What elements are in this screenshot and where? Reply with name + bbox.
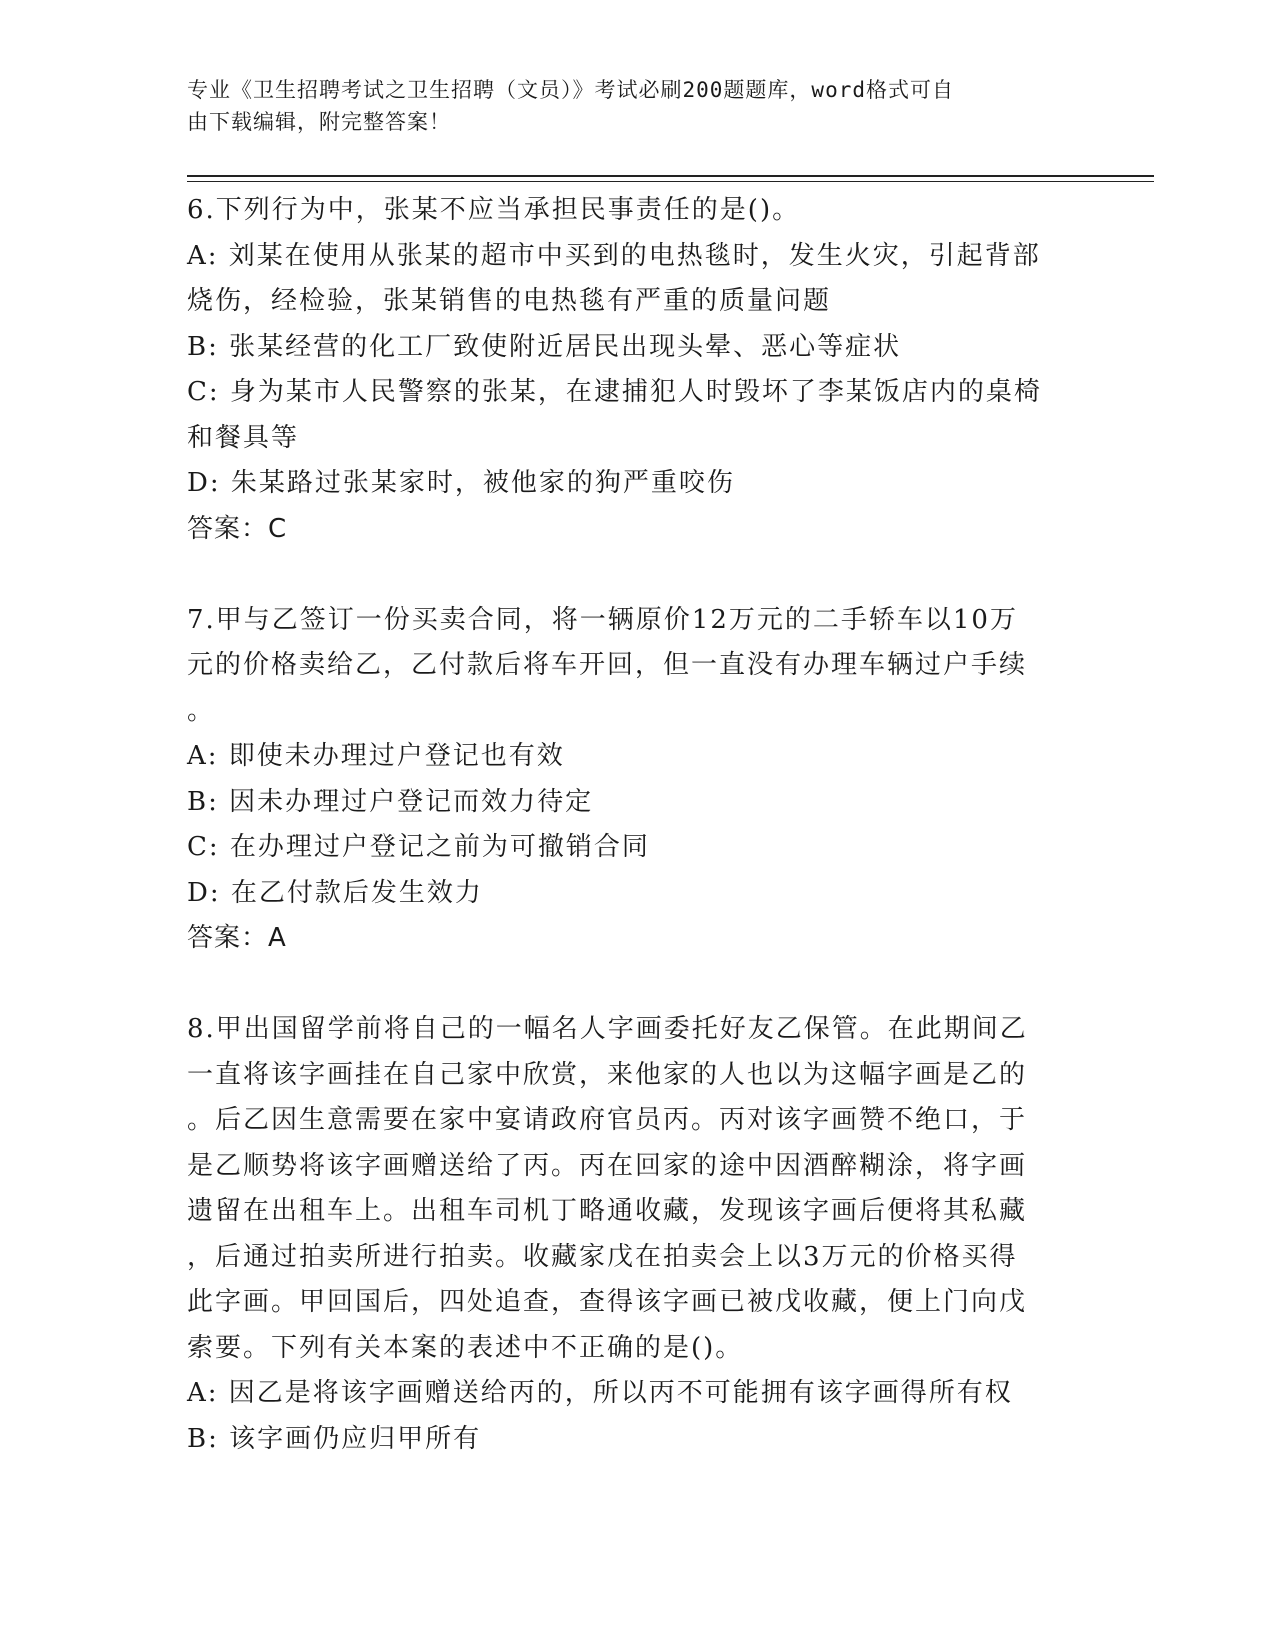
header-divider-thin [187, 181, 1154, 182]
option-d: D: 在乙付款后发生效力 [187, 877, 483, 908]
option-b: B: 张某经营的化工厂致使附近居民出现头晕、恶心等症状 [187, 331, 902, 362]
question-block-7 [187, 598, 1087, 1008]
option-a-line-2: 烧伤，经检验，张某销售的电热毯有严重的质量问题 [187, 286, 832, 316]
question-stem-line-3: 。后乙因生意需要在家中宴请政府官员丙。丙对该字画赞不绝口，于 [187, 1105, 1028, 1135]
question-spacer [187, 552, 1087, 598]
header-line-1: 专业《卫生招聘考试之卫生招聘（文员）》考试必刷200题题库，word格式可自 [187, 78, 954, 102]
question-stem-line-4: 是乙顺势将该字画赠送给了丙。丙在回家的途中因酒醉糊涂，将字画 [187, 1150, 1028, 1181]
question-stem-line-8: 索要。下列有关本案的表述中不正确的是()。 [187, 1332, 744, 1363]
option-d: D: 朱某路过张某家时，被他家的狗严重咬伤 [187, 468, 735, 498]
question-stem-line-5: 遗留在出租车上。出租车司机丁略通收藏，发现该字画后便将其私藏 [187, 1196, 1028, 1226]
question-stem-line-1: 8.甲出国留学前将自己的一幅名人字画委托好友乙保管。在此期间乙 [187, 1014, 1028, 1044]
question-stem-line-2: 一直将该字画挂在自己家中欣赏，来他家的人也以为这幅字画是乙的 [187, 1059, 1028, 1090]
question-stem-line-7: 此字画。甲回国后，四处追查，查得该字画已被戊收藏，便上门向戊 [187, 1287, 1028, 1317]
option-c: C: 在办理过户登记之前为可撤销合同 [187, 832, 650, 862]
option-a: A: 因乙是将该字画赠送给丙的，所以丙不可能拥有该字画得所有权 [187, 1378, 1013, 1408]
question-list [187, 188, 1087, 1462]
option-a: A: 即使未办理过户登记也有效 [187, 741, 565, 771]
question-block-8 [187, 1007, 1087, 1462]
question-stem-line-6: ，后通过拍卖所进行拍卖。收藏家戊在拍卖会上以3万元的价格买得 [187, 1241, 1018, 1272]
question-stem-line-2: 元的价格卖给乙，乙付款后将车开回，但一直没有办理车辆过户手续 [187, 650, 1028, 680]
answer-label: 答案：A [187, 923, 287, 953]
option-a-line-1: A: 刘某在使用从张某的超市中买到的电热毯时，发生火灾，引起背部 [187, 240, 1041, 271]
option-c-line-1: C: 身为某市人民警察的张某，在逮捕犯人时毁坏了李某饭店内的桌椅 [187, 377, 1042, 407]
option-b: B: 该字画仍应归甲所有 [187, 1423, 482, 1454]
question-stem-line-3: 。 [187, 695, 216, 726]
question-spacer [187, 962, 1087, 1008]
header-line-2: 由下载编辑，附完整答案！ [187, 110, 451, 134]
question-stem: 6.下列行为中，张某不应当承担民事责任的是()。 [187, 195, 801, 225]
question-block-6 [187, 188, 1087, 598]
option-b: B: 因未办理过户登记而效力待定 [187, 786, 594, 817]
answer-label: 答案：C [187, 513, 288, 544]
question-stem-line-1: 7.甲与乙签订一份买卖合同，将一辆原价12万元的二手轿车以10万 [187, 604, 1018, 635]
document-header [187, 74, 1067, 138]
header-divider-thick [187, 175, 1154, 177]
option-c-line-2: 和餐具等 [187, 422, 300, 453]
